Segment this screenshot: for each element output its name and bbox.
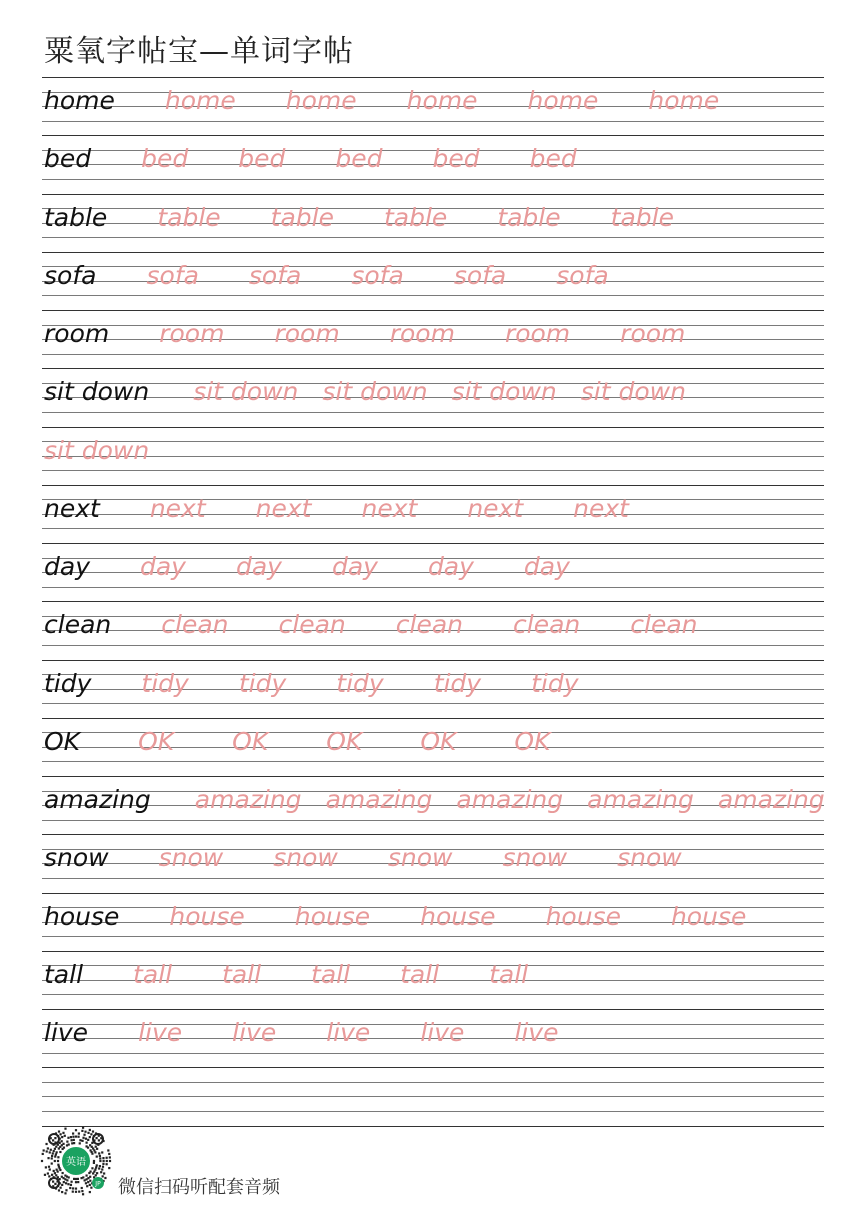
practice-row [42, 776, 824, 834]
practice-row [42, 1067, 824, 1125]
row-words [44, 547, 620, 587]
guide-line [42, 718, 824, 719]
practice-row [42, 368, 824, 426]
guide-line [42, 1009, 824, 1010]
trace-word: clean [630, 610, 698, 640]
trace-word: table [497, 202, 561, 232]
model-word: tidy [44, 668, 92, 698]
practice-row [42, 718, 824, 776]
practice-row [42, 427, 824, 485]
guide-line [42, 951, 824, 952]
guide-line [42, 1096, 824, 1097]
practice-row [42, 1009, 824, 1067]
guide-line [42, 485, 824, 486]
trace-word: sit down [44, 435, 150, 465]
guide-line [42, 135, 824, 136]
page-title: 粟氧字帖宝—单词字帖 [44, 34, 354, 69]
trace-word: tidy [141, 668, 189, 698]
guide-line [42, 660, 824, 661]
qr-code-icon[interactable] [40, 1125, 112, 1197]
trace-word: tidy [336, 668, 384, 698]
trace-word: next [361, 493, 418, 523]
trace-word: sit down [451, 377, 557, 407]
trace-word: clean [395, 610, 463, 640]
row-words [44, 139, 627, 179]
trace-word: sit down [322, 377, 428, 407]
trace-word: next [149, 493, 206, 523]
trace-word: day [427, 552, 474, 581]
trace-word: table [270, 202, 334, 232]
row-words [44, 605, 748, 645]
trace-word: table [610, 202, 674, 232]
row-words [44, 198, 724, 238]
trace-word: bed [141, 144, 189, 174]
trace-word: tall [400, 959, 440, 989]
trace-word: clean [278, 610, 346, 640]
trace-word: tall [311, 959, 351, 989]
row-words [44, 372, 710, 412]
row-words [44, 838, 732, 878]
trace-word: live [514, 1018, 559, 1047]
trace-word: snow [387, 843, 453, 873]
trace-word: home [164, 86, 236, 115]
trace-word: bed [529, 144, 577, 174]
trace-word: day [235, 552, 282, 581]
trace-word: live [420, 1018, 465, 1047]
trace-word: snow [273, 843, 338, 873]
trace-word: sit down [193, 377, 299, 407]
row-words [44, 664, 629, 704]
trace-word: room [389, 319, 455, 348]
practice-row [42, 135, 824, 193]
qr-corner-label: JP [95, 1180, 101, 1188]
trace-word: sofa [556, 260, 609, 290]
trace-word: tidy [433, 668, 482, 698]
practice-row [42, 543, 824, 601]
guide-line [42, 252, 824, 253]
guide-line [42, 893, 824, 894]
practice-sheet [42, 77, 824, 1126]
row-words [44, 431, 173, 471]
trace-word: home [406, 86, 478, 115]
guide-line [42, 601, 824, 602]
row-words [44, 314, 735, 354]
guide-line [42, 1067, 824, 1068]
trace-word: OK [420, 726, 457, 756]
practice-row [42, 660, 824, 718]
trace-word: sofa [146, 260, 199, 290]
trace-word: snow [158, 843, 224, 873]
trace-word: tidy [531, 668, 579, 698]
trace-word: house [670, 901, 747, 931]
model-word: sofa [44, 260, 97, 290]
trace-word: tall [489, 959, 529, 989]
trace-word: OK [326, 726, 363, 756]
trace-word: clean [161, 610, 229, 640]
guide-line [42, 543, 824, 544]
model-word: table [44, 202, 108, 232]
row-words [44, 722, 608, 762]
trace-word: sofa [248, 260, 302, 290]
model-word: next [44, 493, 100, 523]
model-word: amazing [44, 785, 151, 814]
row-words [44, 897, 796, 937]
practice-row [42, 194, 824, 252]
trace-word: day [139, 552, 186, 581]
trace-word: room [504, 319, 571, 348]
qr-badge-label: 英语 [66, 1157, 86, 1168]
trace-word: amazing [325, 785, 433, 814]
footer-caption: 微信扫码听配套音频 [118, 1177, 280, 1198]
model-word: day [44, 552, 90, 581]
trace-word: room [274, 319, 340, 348]
trace-word: next [467, 493, 524, 523]
model-word: room [44, 319, 110, 348]
trace-word: sit down [580, 377, 686, 407]
guide-line [42, 834, 824, 835]
trace-word: snow [502, 843, 568, 873]
practice-row [42, 252, 824, 310]
guide-line [42, 1082, 824, 1083]
trace-word: OK [232, 726, 269, 756]
trace-word: table [383, 202, 448, 232]
guide-line [42, 368, 824, 369]
trace-word: live [326, 1018, 371, 1047]
guide-line [42, 194, 824, 195]
trace-word: live [232, 1018, 277, 1047]
trace-word: amazing [194, 785, 302, 814]
trace-word: amazing [456, 785, 564, 814]
model-word: tall [44, 959, 84, 989]
trace-word: bed [238, 144, 286, 174]
guide-line [42, 776, 824, 777]
trace-word: table [157, 202, 221, 232]
model-word: OK [44, 726, 81, 756]
model-word: snow [44, 843, 109, 873]
trace-word: room [620, 319, 686, 348]
practice-row [42, 601, 824, 659]
row-words [44, 256, 659, 296]
model-word: sit down [44, 377, 150, 407]
practice-row [42, 485, 824, 543]
guide-line [42, 310, 824, 311]
model-word: live [44, 1018, 89, 1047]
row-words [44, 489, 679, 529]
trace-word: live [138, 1018, 183, 1047]
trace-word: house [294, 901, 371, 931]
model-word: clean [44, 610, 112, 640]
trace-word: OK [514, 726, 551, 756]
row-words [44, 1013, 608, 1053]
trace-word: room [159, 319, 225, 348]
trace-word: snow [617, 843, 682, 873]
guide-line [42, 77, 824, 78]
practice-row [42, 310, 824, 368]
trace-word: house [169, 901, 245, 931]
practice-row [42, 834, 824, 892]
trace-word: OK [138, 726, 175, 756]
row-words [44, 780, 849, 820]
guide-line [42, 427, 824, 428]
practice-row [42, 893, 824, 951]
trace-word: house [420, 901, 496, 931]
trace-word: next [255, 493, 312, 523]
trace-word: home [285, 86, 357, 115]
trace-word: bed [432, 144, 480, 174]
trace-word: tall [222, 959, 262, 989]
footer [40, 1125, 340, 1200]
row-words [44, 955, 578, 995]
trace-word: amazing [587, 785, 694, 814]
trace-word: tidy [238, 668, 287, 698]
model-word: house [44, 901, 120, 931]
trace-word: next [573, 493, 629, 523]
row-words [44, 81, 769, 121]
model-word: home [44, 86, 115, 115]
practice-row [42, 77, 824, 135]
trace-word: home [648, 86, 720, 115]
trace-word: tall [133, 959, 173, 989]
trace-word: house [545, 901, 621, 931]
trace-word: sofa [351, 260, 404, 290]
trace-word: day [331, 552, 378, 581]
model-word: bed [44, 144, 92, 174]
practice-row [42, 951, 824, 1009]
guide-line [42, 1111, 824, 1112]
trace-word: bed [335, 144, 383, 174]
trace-word: day [523, 552, 570, 581]
trace-word: sofa [453, 260, 507, 290]
trace-word: amazing [717, 785, 825, 814]
trace-word: home [527, 86, 599, 115]
trace-word: clean [513, 610, 581, 640]
